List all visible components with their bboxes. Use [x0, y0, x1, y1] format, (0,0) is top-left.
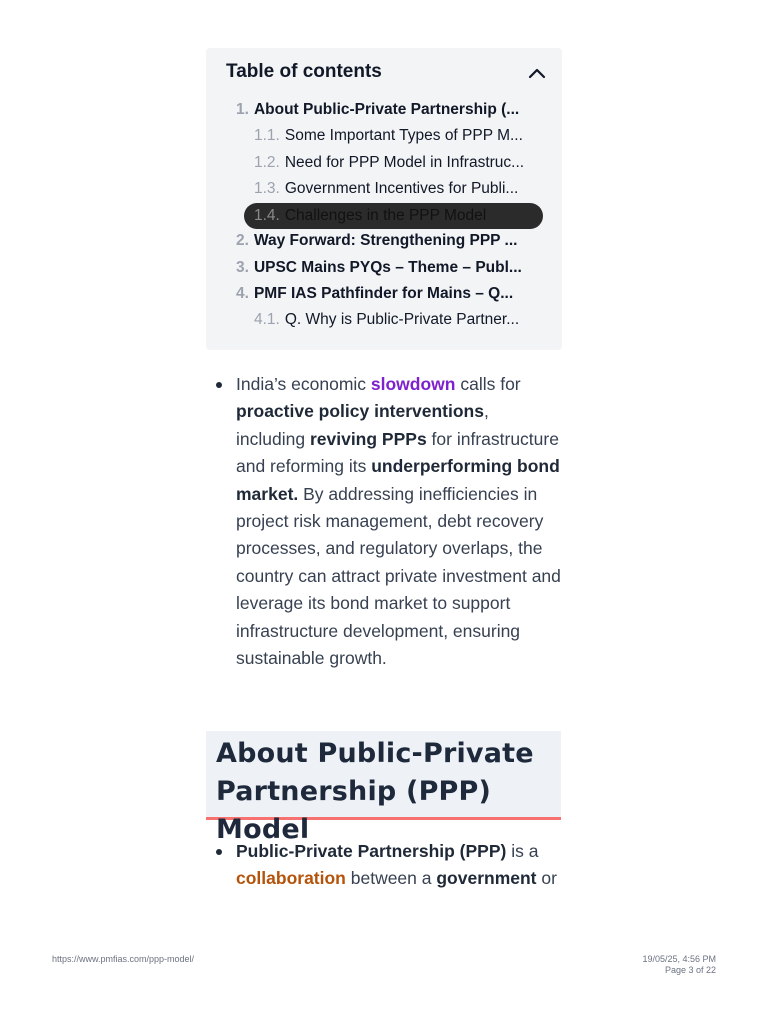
footer-url: https://www.pmfias.com/ppp-model/: [52, 954, 195, 964]
toc-item[interactable]: 4.1. Q. Why is Public-Private Partner...: [254, 311, 520, 328]
bullet-icon: [216, 849, 222, 855]
toc-item-active[interactable]: 1.4. Challenges in the PPP Model: [244, 203, 543, 229]
table-of-contents: [206, 48, 562, 350]
footer-page-number: Page 3 of 22: [664, 965, 716, 975]
toc-item[interactable]: 2. Way Forward: Strengthening PPP ...: [236, 232, 518, 249]
toc-item[interactable]: 1.3. Government Incentives for Publi...: [254, 180, 519, 197]
toc-item[interactable]: 1.2. Need for PPP Model in Infrastruc...: [254, 154, 525, 171]
footer-meta: [642, 954, 716, 976]
section-heading: [206, 731, 561, 845]
section-heading-text: About Public-Private Partnership (PPP) Model: [216, 738, 534, 845]
paragraph: India’s economic slowdown calls for proactive policy interventions, including reviving PPPs for infrastructure and reforming its underperforming bond market. By addressing inefficiencies in project risk management, debt recovery processes, and regulatory overlaps, the country can attract private investment and leverage its bond market to support infrastructure development, ensuring sustainable growth.: [236, 374, 561, 669]
highlight-link[interactable]: collaboration: [236, 868, 346, 889]
toc-item[interactable]: 1.1. Some Important Types of PPP M...: [254, 127, 523, 144]
footer-datetime: 19/05/25, 4:56 PM: [642, 954, 716, 964]
toc-list: [206, 48, 562, 350]
highlight-link[interactable]: slowdown: [370, 374, 456, 394]
toc-item[interactable]: 3. UPSC Mains PYQs – Theme – Publ...: [236, 259, 522, 276]
toc-title: Table of contents: [226, 61, 382, 82]
toc-item[interactable]: 4. PMF IAS Pathfinder for Mains – Q...: [236, 285, 514, 302]
bullet-icon: [216, 382, 222, 388]
toc-item[interactable]: 1. About Public-Private Partnership (...: [236, 101, 520, 118]
paragraph: Public-Private Partnership (PPP) is a collaboration between a government or: [236, 841, 557, 889]
